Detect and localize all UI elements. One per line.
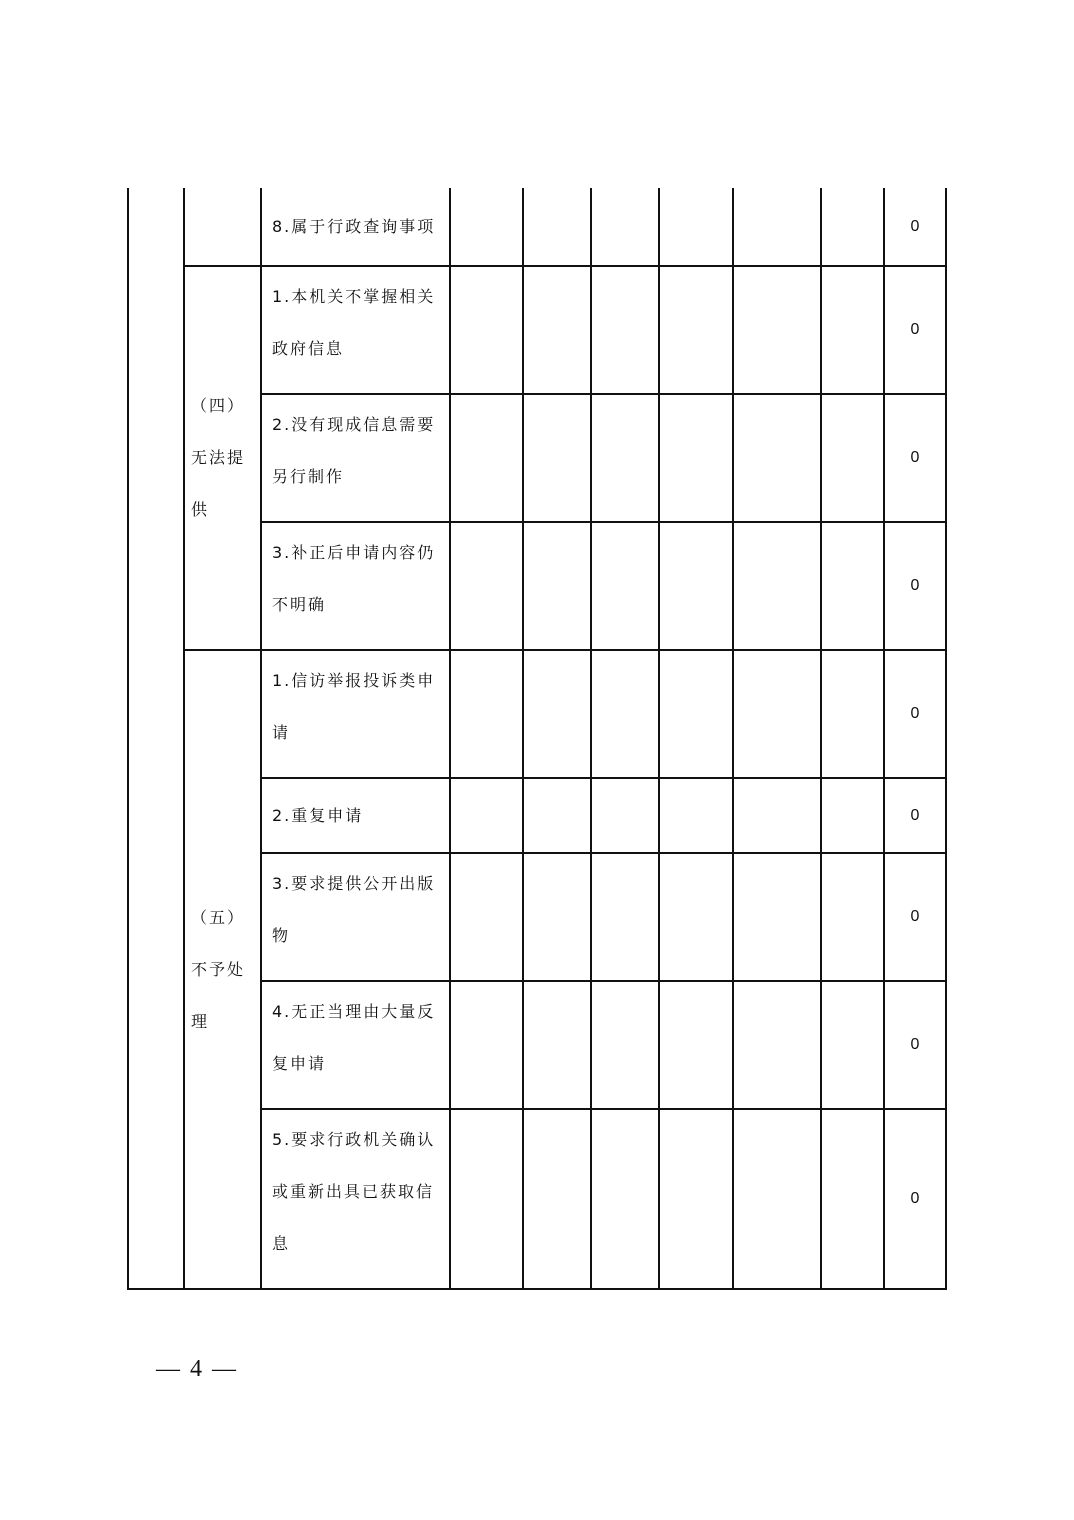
item-cell: 8.属于行政查询事项 <box>261 188 450 266</box>
item-cell: 3.补正后申请内容仍不明确 <box>261 522 450 650</box>
item-cell: 2.重复申请 <box>261 778 450 853</box>
outer-category-cell <box>128 188 184 1289</box>
value-cell: 0 <box>884 1109 946 1289</box>
value-cell: 0 <box>884 522 946 650</box>
item-cell: 5.要求行政机关确认或重新出具已获取信息 <box>261 1109 450 1289</box>
group-cell-not-processed: （五）不予处理 <box>184 650 261 1289</box>
report-table <box>127 188 947 1290</box>
table-row <box>128 266 946 394</box>
item-cell: 1.信访举报投诉类申请 <box>261 650 450 778</box>
item-cell: 1.本机关不掌握相关政府信息 <box>261 266 450 394</box>
item-cell: 2.没有现成信息需要另行制作 <box>261 394 450 522</box>
item-cell: 3.要求提供公开出版物 <box>261 853 450 981</box>
value-cell: 0 <box>884 266 946 394</box>
page-number: — 4 — <box>156 1356 238 1382</box>
group-cell-continued <box>184 188 261 266</box>
table-row <box>128 650 946 778</box>
table-row <box>128 188 946 266</box>
group-cell-cannot-provide: （四）无法提供 <box>184 266 261 650</box>
value-cell: 0 <box>884 981 946 1109</box>
value-cell: 0 <box>884 188 946 266</box>
value-cell: 0 <box>884 853 946 981</box>
item-cell: 4.无正当理由大量反复申请 <box>261 981 450 1109</box>
value-cell: 0 <box>884 650 946 778</box>
value-cell: 0 <box>884 778 946 853</box>
value-cell: 0 <box>884 394 946 522</box>
